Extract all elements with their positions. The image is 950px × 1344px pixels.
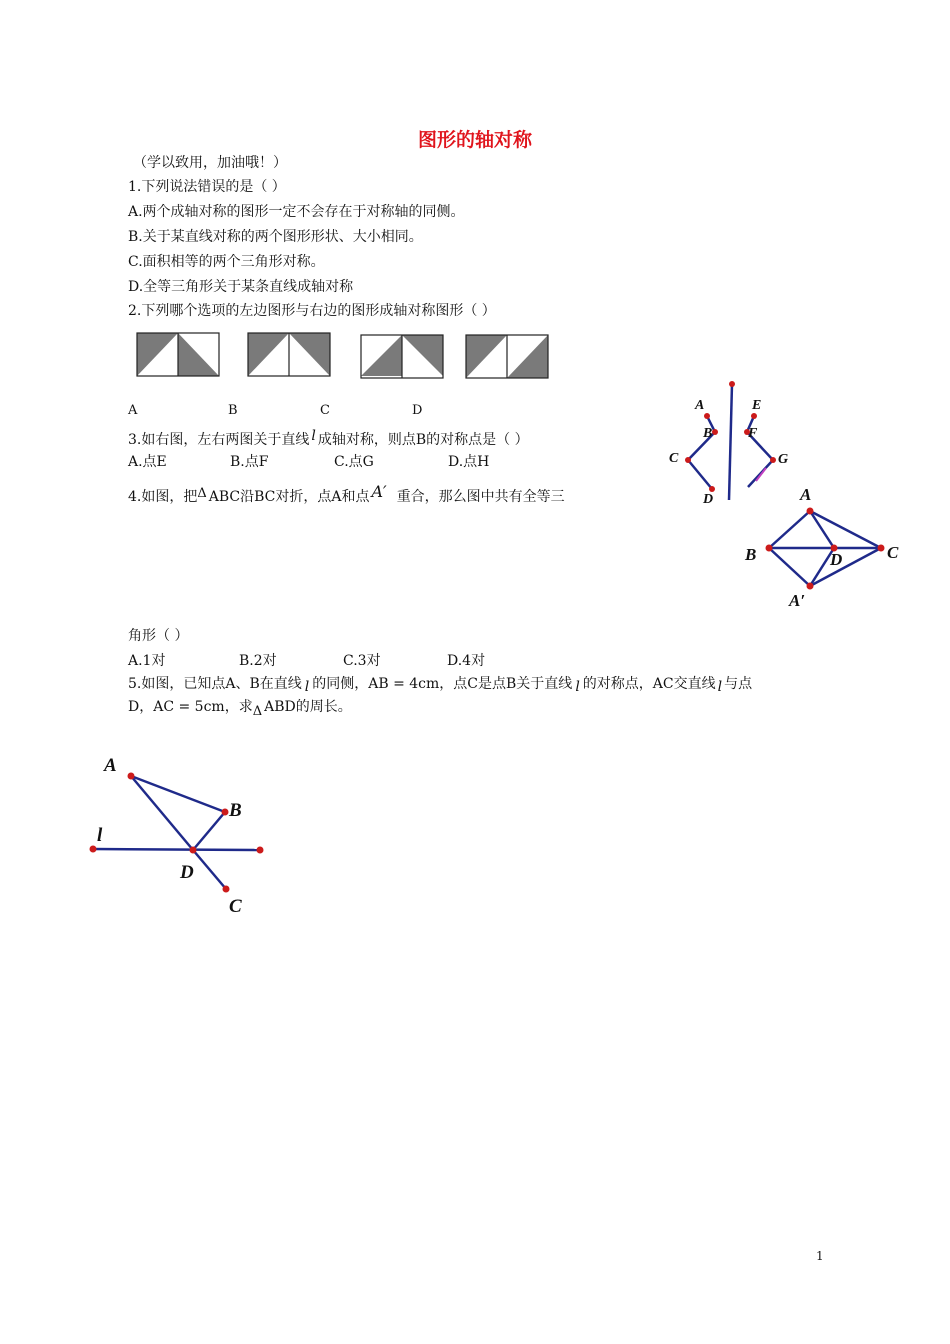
q1-option-a: A.两个成轴对称的图形一定不会存在于对称轴的同侧。 bbox=[128, 204, 465, 220]
q2-label-d: D bbox=[412, 403, 423, 418]
q1-option-d: D.全等三角形关于某条直线成轴对称 bbox=[128, 279, 354, 295]
q1-option-b: B.关于某直线对称的两个图形形状、大小相同。 bbox=[128, 229, 423, 245]
q5-l-symbol-1: l bbox=[304, 679, 310, 695]
q4-stem-a: 4.如图，把 bbox=[128, 489, 198, 505]
q5-label-a: A bbox=[104, 755, 117, 776]
q5-l-symbol-3: l bbox=[717, 679, 723, 695]
q4-label-d: D bbox=[830, 550, 843, 569]
q3-label-f: F bbox=[748, 426, 758, 441]
q5-point-a bbox=[128, 773, 135, 780]
q4-label-a: A bbox=[800, 485, 812, 504]
page-number: 1 bbox=[816, 1249, 824, 1263]
q5-point-line-end bbox=[257, 847, 264, 854]
q1-option-c: C.面积相等的两个三角形对称。 bbox=[128, 254, 325, 270]
q5-line1-d: 与点 bbox=[724, 676, 753, 692]
q3-label-e: E bbox=[752, 398, 762, 413]
q2-stem: 2.下列哪个选项的左边图形与右边的图形成轴对称图形（ ） bbox=[128, 303, 496, 319]
q3-option-b: B.点F bbox=[230, 454, 269, 470]
q5-label-l: l bbox=[97, 825, 103, 846]
q5-label-d: D bbox=[180, 862, 194, 883]
q4-option-c: C.3对 bbox=[343, 653, 381, 669]
q4-stem-cont: 角形（ ） bbox=[128, 628, 189, 644]
q5-delta-symbol: Δ bbox=[252, 704, 263, 719]
q2-label-a: A bbox=[128, 403, 138, 418]
q4-label-a-prime: A′ bbox=[789, 591, 806, 610]
q5-label-c: C bbox=[229, 896, 242, 917]
page-title: 图形的轴对称 bbox=[417, 129, 532, 151]
q5-line2-a: D，AC = 5cm，求 bbox=[128, 699, 253, 715]
q5-point-l bbox=[90, 846, 97, 853]
q3-label-a: A bbox=[695, 398, 705, 413]
q5-label-b: B bbox=[229, 800, 242, 821]
q5-point-d bbox=[190, 847, 197, 854]
q4-option-a: A.1对 bbox=[128, 653, 166, 669]
q3-option-c: C.点G bbox=[334, 454, 374, 470]
q3-option-d: D.点H bbox=[448, 454, 490, 470]
q4-option-b: B.2对 bbox=[239, 653, 277, 669]
q4-delta-symbol: Δ bbox=[197, 486, 207, 501]
q5-point-b bbox=[222, 809, 229, 816]
q3-stem-a: 3.如右图，左右两图关于直线 bbox=[128, 432, 310, 448]
q3-stem-b: 成轴对称，则点B的对称点是（ ） bbox=[317, 432, 529, 448]
q1-stem: 1.下列说法错误的是（ ） bbox=[128, 179, 286, 195]
q2-label-c: C bbox=[320, 403, 330, 418]
q3-option-a: A.点E bbox=[128, 454, 167, 470]
q4-stem-b: ABC沿BC对折，点A和点 bbox=[208, 489, 370, 505]
q4-option-d: D.4对 bbox=[447, 653, 486, 669]
q3-line-symbol: l bbox=[311, 428, 316, 444]
q4-label-c: C bbox=[887, 543, 899, 562]
q5-point-c bbox=[223, 886, 230, 893]
q3-label-d: D bbox=[703, 492, 714, 507]
q5-l-symbol-2: l bbox=[575, 679, 580, 695]
q5-line1-c: 的对称点，AC交直线 bbox=[582, 676, 716, 692]
q2-label-b: B bbox=[228, 403, 238, 418]
q3-label-g: G bbox=[778, 452, 789, 467]
intro-text: （学以致用，加油哦！） bbox=[133, 155, 287, 171]
q5-line1-b: 的同侧，AB = 4cm，点C是点B关于直线 bbox=[312, 676, 573, 692]
q3-label-b: B bbox=[703, 426, 713, 441]
q5-line2-b: ABD的周长。 bbox=[264, 699, 352, 715]
q4-label-b: B bbox=[745, 545, 757, 564]
q5-line1-a: 5.如图，已知点A、B在直线 bbox=[128, 676, 302, 692]
q3-label-c: C bbox=[669, 451, 679, 466]
q4-stem-c: 重合，那么图中共有全等三 bbox=[396, 489, 565, 505]
q4-a-prime: A′ bbox=[371, 482, 387, 501]
